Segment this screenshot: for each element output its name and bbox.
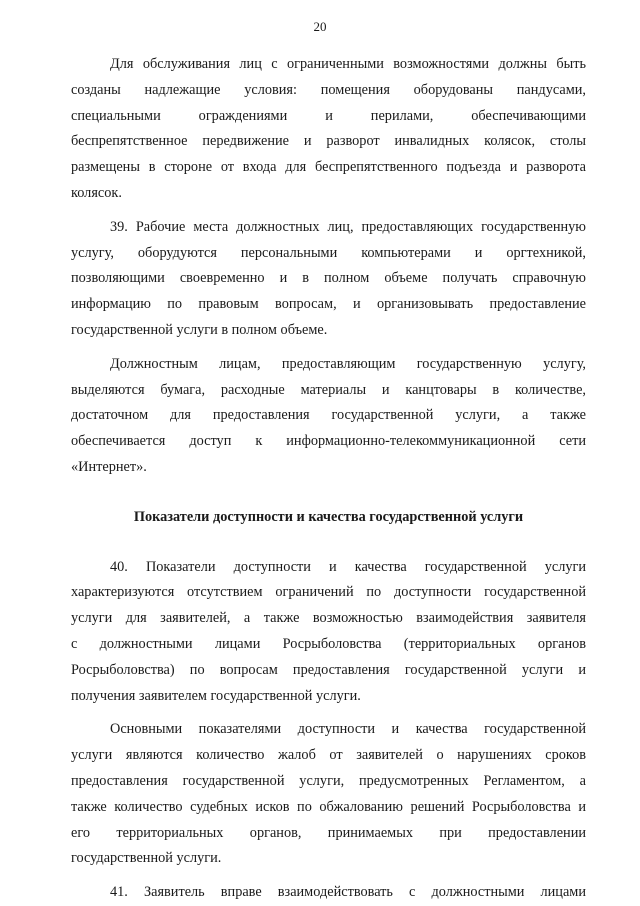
text-line: обеспечивается доступ к информационно-телекоммуникационной сети	[71, 433, 586, 450]
text-line: позволяющими своевременно и в полном объеме получать справочную	[71, 270, 586, 287]
text-line: Росрыболовства) по вопросам предоставления государственной услуги и	[71, 661, 586, 678]
text-line: получения заявителем государственной услуги.	[71, 687, 361, 704]
document-body	[71, 52, 586, 906]
paragraph	[71, 880, 586, 906]
paragraph	[71, 215, 586, 344]
text-line: созданы надлежащие условия: помещения оборудованы пандусами,	[71, 81, 586, 98]
paragraph	[71, 555, 586, 710]
text-line: размещены в стороне от входа для беспрепятственного подъезда и разворота	[71, 159, 586, 176]
text-line: достаточном для предоставления государственной услуги, а также	[71, 407, 586, 424]
text-line: беспрепятственное передвижение и разворот инвалидных колясок, столы	[71, 133, 586, 150]
text-line: «Интернет».	[71, 458, 147, 475]
text-line: его территориальных органов, принимаемых при предоставлении	[71, 824, 586, 841]
section-heading: Показатели доступности и качества государственной услуги	[133, 508, 524, 525]
text-line: 40. Показатели доступности и качества государственной услуги	[110, 558, 586, 575]
text-line: государственной услуги в полном объеме.	[71, 321, 328, 338]
text-line: Должностным лицам, предоставляющим государственную услугу,	[110, 355, 586, 372]
paragraph	[71, 52, 586, 207]
text-line: Основными показателями доступности и качества государственной	[110, 721, 586, 738]
text-line: Для обслуживания лиц с ограниченными возможностями должны быть	[110, 56, 586, 72]
text-line: характеризуются отсутствием ограничений по доступности государственной	[71, 584, 586, 601]
text-line: государственной услуги.	[71, 850, 222, 867]
text-line: выделяются бумага, расходные материалы и канцтовары в количестве,	[71, 381, 586, 398]
text-line: колясок.	[71, 184, 122, 201]
text-line: также количество судебных исков по обжалованию решений Росрыболовства и	[71, 798, 586, 815]
text-line: услуги для заявителей, а также возможностью взаимодействия заявителя	[71, 610, 586, 627]
text-line: с должностными лицами Росрыболовства (территориальных органов	[71, 635, 586, 652]
text-line: 41. Заявитель вправе взаимодействовать с должностными лицами	[110, 884, 586, 901]
text-line: услуги являются количество жалоб от заявителей о нарушениях сроков	[71, 747, 586, 764]
paragraph	[71, 352, 586, 481]
page-number: 20	[313, 19, 327, 34]
text-line: 39. Рабочие места должностных лиц, предоставляющих государственную	[110, 218, 586, 235]
text-line: информацию по правовым вопросам, и организовывать предоставление	[71, 296, 586, 313]
paragraph	[71, 717, 586, 872]
text-line: услугу, оборудуются персональными компьютерами и оргтехникой,	[71, 244, 586, 261]
text-line: предоставления государственной услуги, предусмотренных Регламентом, а	[71, 772, 586, 789]
text-line: специальными ограждениями и перилами, обеспечивающими	[71, 107, 586, 124]
